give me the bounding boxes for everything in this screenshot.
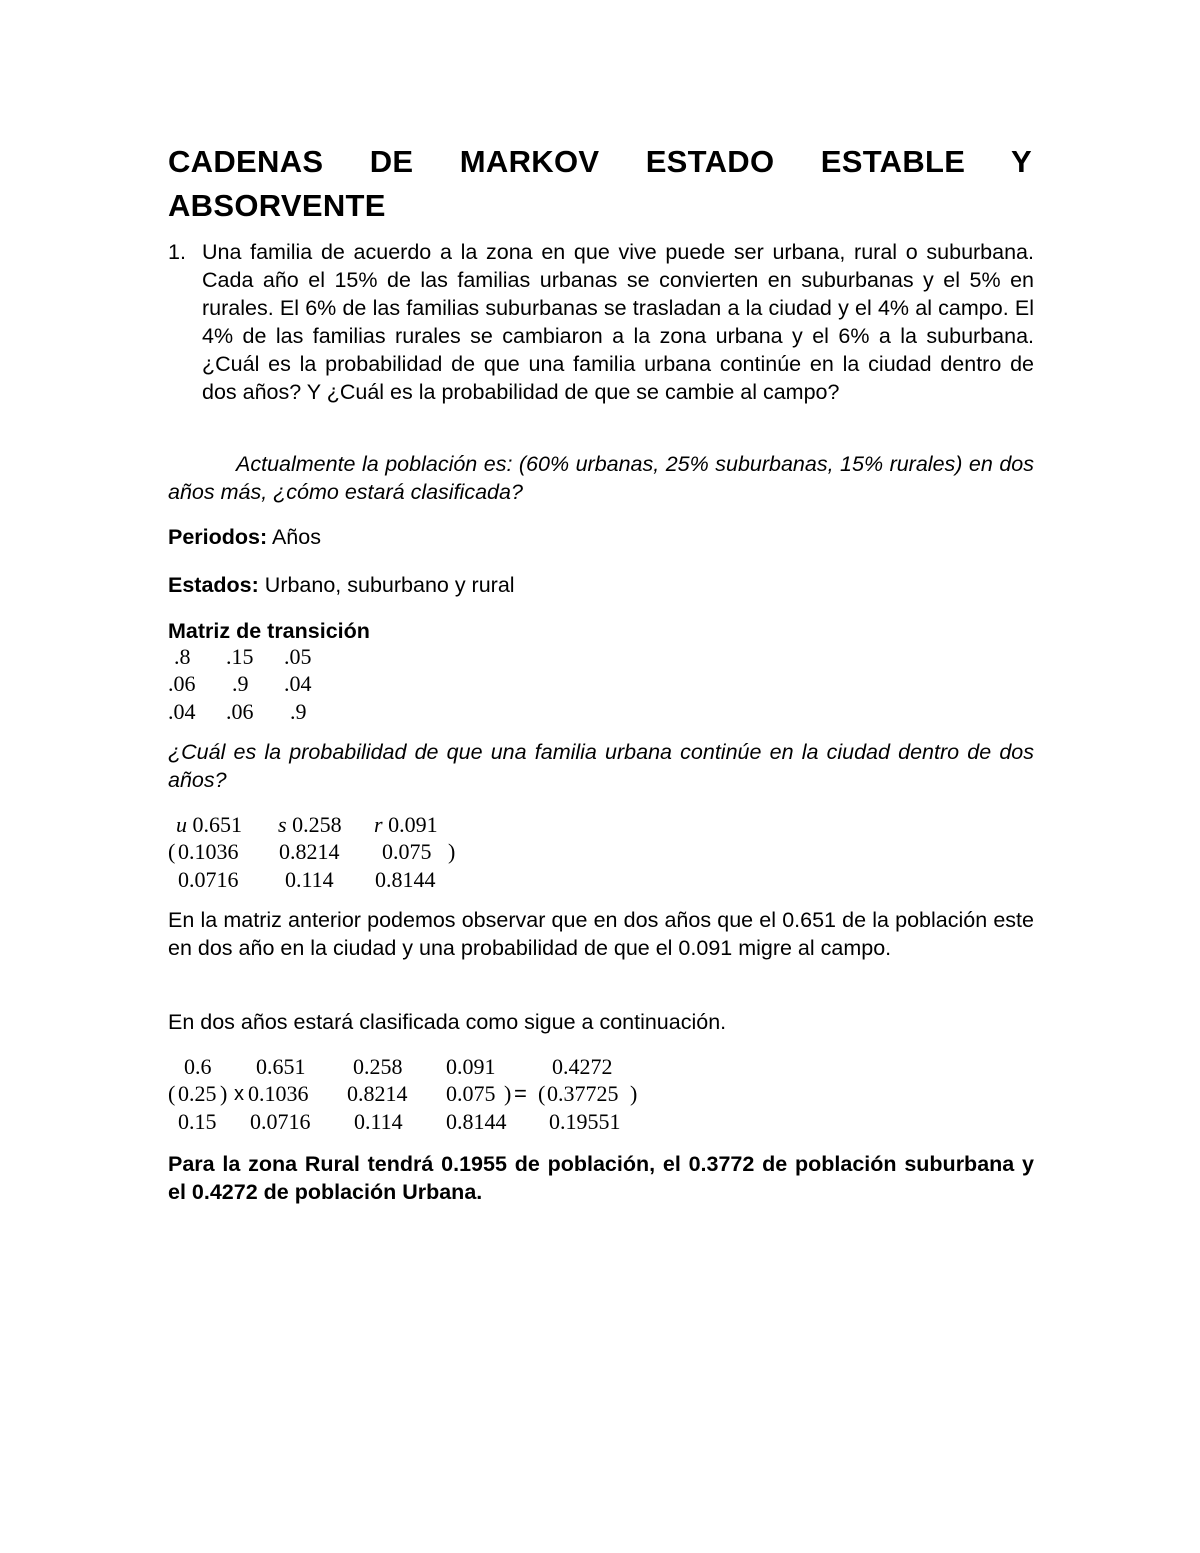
- states-value: Urbano, suburbano y rural: [258, 573, 515, 597]
- equals-sign: =: [514, 1081, 527, 1106]
- periods-label: Periodos:: [168, 525, 268, 549]
- close-paren: ): [220, 1081, 228, 1106]
- matrix-cell: 0.075: [382, 839, 432, 864]
- matrix-cell: .05: [284, 644, 312, 669]
- matrix-cell: 0.8144: [446, 1109, 507, 1134]
- periods-line: [168, 523, 321, 551]
- matrix-cell: 0.1036: [248, 1081, 309, 1106]
- vector-cell: 0.25: [178, 1081, 217, 1106]
- result-cell: 0.37725: [547, 1081, 619, 1106]
- open-paren: (: [168, 1081, 176, 1106]
- matrix-cell: 0.075: [446, 1081, 496, 1106]
- matrix-cell: 0.0716: [178, 867, 239, 892]
- matrix-cell: .8: [174, 644, 191, 669]
- states-line: [168, 571, 515, 599]
- matrix-cell: .15: [226, 644, 254, 669]
- matrix-cell: .06: [168, 671, 196, 696]
- matrix-cell: .04: [284, 671, 312, 696]
- matrix-cell: s 0.258: [278, 812, 342, 837]
- matrix-cell: .04: [168, 699, 196, 724]
- result-cell: 0.4272: [552, 1054, 613, 1079]
- matrix-cell: .9: [232, 671, 249, 696]
- matrix-cell: 0.8144: [375, 867, 436, 892]
- classification-intro: En dos años estará clasificada como sigue a continuación.: [168, 1010, 727, 1034]
- matrix-cell: 0.258: [353, 1054, 403, 1079]
- vector-cell: 0.15: [178, 1109, 217, 1134]
- explanation-paragraph: En la matriz anterior podemos observar que en dos años que el 0.651 de la población este en dos año en la ciudad y una probabilidad de que el 0.091 migre al campo.: [168, 908, 1034, 960]
- times-sign: x: [234, 1083, 244, 1105]
- matrix-cell: 0.0716: [250, 1109, 311, 1134]
- matrix-cell: 0.091: [446, 1054, 496, 1079]
- close-paren: ): [448, 839, 456, 864]
- matrix-cell: .9: [290, 699, 307, 724]
- problem-number: 1.: [168, 240, 186, 264]
- document-title: CADENAS DE MARKOV ESTADO ESTABLE Y ABSORVENTE: [168, 144, 1032, 223]
- matrix-cell: 0.1036: [178, 839, 239, 864]
- close-paren: ): [630, 1081, 638, 1106]
- conclusion-paragraph: Para la zona Rural tendrá 0.1955 de población, el 0.3772 de población suburbana y el 0.4272 de población Urbana.: [168, 1152, 1034, 1204]
- close-paren: ): [504, 1081, 512, 1106]
- matrix-cell: 0.114: [354, 1109, 403, 1134]
- open-paren: (: [168, 839, 176, 864]
- transition-matrix-title: Matriz de transición: [168, 619, 370, 643]
- matrix-cell: .06: [226, 699, 254, 724]
- open-paren: (: [538, 1081, 546, 1106]
- question-text: ¿Cuál es la probabilidad de que una familia urbana continúe en la ciudad dentro de dos años?: [168, 740, 1034, 792]
- matrix-cell: r 0.091: [374, 812, 438, 837]
- problem-text: Una familia de acuerdo a la zona en que vive puede ser urbana, rural o suburbana. Cada año el 15% de las familias urbanas se convierten en suburbanas y el 5% en rurales. El 6% de las familias suburbanas se trasladan a la ciudad y el 4% al campo. El 4% de las familias rurales se cambiaron a la zona urbana y el 6% a la suburbana. ¿Cuál es la probabilidad de que una familia urbana continúe en la ciudad dentro de dos años? Y ¿Cuál es la probabilidad de que se cambie al campo?: [202, 240, 1034, 404]
- problem-statement: [168, 238, 1034, 406]
- current-population-text: Actualmente la población es: (60% urbanas, 25% suburbanas, 15% rurales) en dos años más, ¿cómo estará clasificada?: [168, 452, 1034, 504]
- states-label: Estados:: [168, 573, 259, 597]
- result-cell: 0.19551: [549, 1109, 621, 1134]
- periods-value: Años: [267, 525, 321, 549]
- matrix-cell: 0.8214: [279, 839, 340, 864]
- matrix-cell: 0.114: [285, 867, 334, 892]
- vector-cell: 0.6: [184, 1054, 212, 1079]
- matrix-cell: 0.651: [256, 1054, 306, 1079]
- matrix-cell: u 0.651: [176, 812, 242, 837]
- matrix-cell: 0.8214: [347, 1081, 408, 1106]
